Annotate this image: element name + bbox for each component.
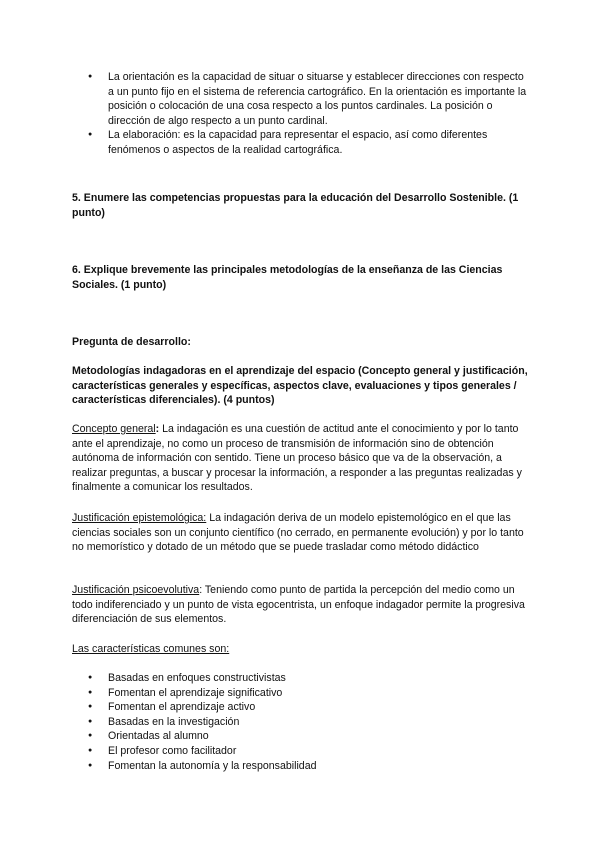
development-heading: Pregunta de desarrollo: (72, 336, 191, 348)
justificacion-epistemologica-text: La indagación deriva de un modelo epistemológico en el que las ciencias sociales son un conjunto científico (no cerrado, en permanente evolución) y por lo tanto no memorístico y dotado de un método que se puede trasladar como método didáctico (72, 512, 524, 554)
list-item (72, 686, 532, 701)
caracteristicas-list (72, 671, 532, 773)
concepto-general-paragraph (72, 422, 532, 495)
caracteristica-text: Basadas en la investigación (108, 715, 240, 728)
list-item (72, 744, 532, 759)
justificacion-psicoevolutiva-text: : Teniendo como punto de partida la percepción del medio como un todo indiferenciado y un punto de vista egocentrista, un enfoque indagador permite la progresiva diferenciación de sus elementos. (72, 584, 525, 626)
caracteristica-text: Basadas en enfoques constructivistas (108, 672, 286, 684)
list-item (72, 729, 532, 744)
justificacion-psicoevolutiva-paragraph (72, 583, 532, 627)
caracteristica-text: Fomentan el aprendizaje activo (108, 701, 256, 714)
bullet-text: La elaboración: es la capacidad para representar el espacio, así como diferentes fenómenos o aspectos de la realidad cartográfica. (108, 129, 488, 156)
list-item (72, 671, 532, 686)
question-5: 5. Enumere las competencias propuestas para la educación del Desarrollo Sostenible. (1 punto) (72, 192, 519, 219)
list-item (72, 700, 532, 715)
concepto-general-text: La indagación es una cuestión de actitud ante el conocimiento y por lo tanto ante el aprendizaje, no como un proceso de transmisión de información sino de obtención autónoma de información con sentido. Tiene un proceso básico que va de la observación, a realizar preguntas, a buscar y procesar la información, a responder a las preguntas realizadas y finalmente a comunicar los resultados. (72, 423, 522, 494)
development-title: Metodologías indagadoras en el aprendizaje del espacio (Concepto general y justificación, características generales y específicas, aspectos clave, evaluaciones y tipos generales / características diferenciales). (4 puntos) (72, 365, 528, 407)
justificacion-epistemologica-label: Justificación epistemológica: (72, 512, 207, 524)
justificacion-psicoevolutiva-label: Justificación psicoevolutiva (72, 584, 200, 596)
question-6: 6. Explique brevemente las principales metodologías de la enseñanza de las Ciencias Sociales. (1 punto) (72, 264, 503, 291)
caracteristica-text: Fomentan el aprendizaje significativo (108, 686, 283, 699)
caracteristicas-heading: Las características comunes son: (72, 643, 230, 655)
list-item (72, 70, 532, 128)
list-item (72, 759, 532, 774)
caracteristica-text: Fomentan la autonomía y la responsabilidad (108, 759, 317, 772)
caracteristica-text: Orientadas al alumno (108, 730, 209, 743)
list-item (72, 715, 532, 730)
caracteristica-text: El profesor como facilitador (108, 744, 237, 757)
concepto-general-colon: : (155, 423, 160, 435)
bullet-text: La orientación es la capacidad de situar o situarse y establecer direcciones con respecto a un punto fijo en el sistema de referencia cartográfico. En la orientación es importante la posición o colocación de una cosa respecto a los puntos cardinales. La posición o dirección de algo respecto a un punto cardinal. (108, 71, 527, 127)
justificacion-epistemologica-paragraph (72, 511, 532, 555)
concepto-general-label: Concepto general (72, 423, 156, 435)
orientation-bullet-list (72, 70, 532, 158)
list-item (72, 128, 532, 157)
